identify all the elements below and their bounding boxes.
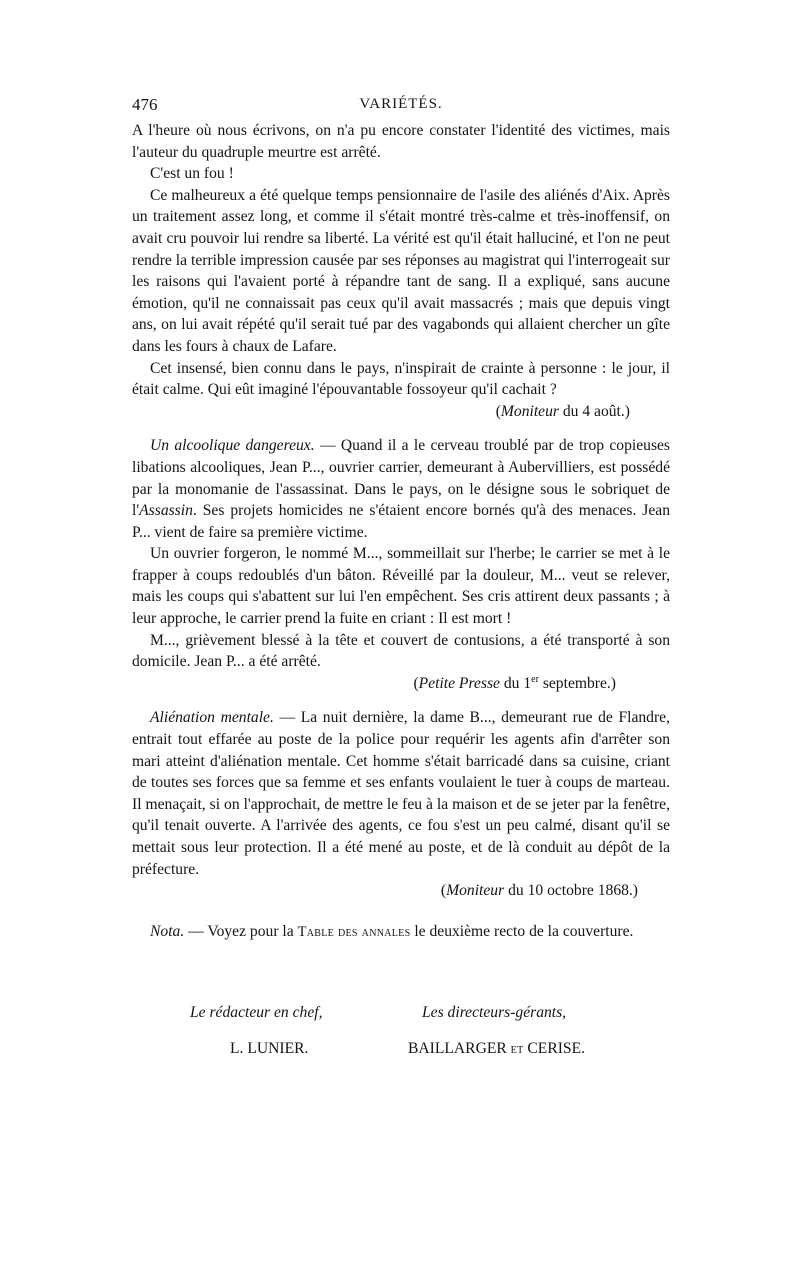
nota-label: Nota.	[150, 922, 185, 940]
article-lafare	[132, 120, 670, 422]
nota	[132, 921, 670, 944]
signature-names	[190, 1040, 620, 1076]
citation-date: du 4 août.)	[562, 402, 630, 420]
conjunction: et	[510, 1041, 524, 1057]
paragraph-text: . Ses projets homicides ne s'étaient encore bornés qu'à des menaces. Jean P... vient de faire sa première victime.	[132, 502, 670, 541]
director-1: BAILLARGER	[408, 1040, 507, 1057]
paragraph-text: — Voyez pour la	[184, 922, 298, 940]
paragraph: C'est un fou !	[150, 165, 234, 183]
article-alienation	[132, 707, 670, 901]
paragraph-text: le deuxième recto de la couverture.	[410, 922, 634, 940]
page	[132, 92, 670, 943]
signatures	[190, 1004, 620, 1076]
article-title: Aliénation mentale.	[150, 709, 274, 727]
citation-date: septembre.)	[538, 674, 616, 692]
directors-title: Les directeurs-gérants,	[422, 1004, 567, 1021]
nickname: Assassin	[139, 502, 193, 520]
paragraph: Ce malheureux a été quelque temps pensionnaire de l'asile des aliénés d'Aix. Après un traitement assez long, et comme il s'était montré très-calme et très-inoffensif, on avait cru pouvoir lui rendre sa liberté. La vérité est qu'il était halluciné, et l'on ne peut rendre la terrible impression causée par ses réponses au magistrat qui l'interrogeait sur les raisons qui l'avaient porté à répandre tant de sang. Il a expliqué, sans aucune émotion, qu'il ne connaissait pas ceux qu'il avait massacrés ; mais que depuis vingt ans, on lui avait répété qu'il serait tué par des vagabonds qui allaient chercher un gîte dans les fours à chaux de Lafare.	[132, 186, 670, 355]
citation: (Petite Presse du 1er septembre.)	[413, 673, 616, 692]
editor-name: L. LUNIER.	[230, 1040, 309, 1057]
paragraph-text: Cet insensé, bien connu dans le pays, n'inspirait de crainte à personne : le jour, il était calme. Qui eût imaginé l'épouvantable fossoyeur qu'il cachait ?	[132, 359, 670, 399]
paragraph: A l'heure où nous écrivons, on n'a pu encore constater l'identité des victimes, mais l'auteur du quadruple meurtre est arrêté.	[132, 122, 670, 161]
article-alcoolique	[132, 435, 670, 694]
paragraph: M..., grièvement blessé à la tête et couvert de contusions, a été transporté à son domicile. Jean P... a été arrêté.	[132, 631, 670, 671]
paragraph-text: — La nuit dernière, la dame B..., demeurant rue de Flandre, entrait tout effarée au poste de la police pour requérir les agents afin d'arrêter son mari atteint d'aliénation mentale. Cet homme s'était barricadé dans sa cuisine, criant de toutes ses forces que sa femme et ses enfants voulaient le tuer à coups de marteau. Il menaçait, si on l'approchait, de mettre le feu à la maison et de se jeter par la fenêtre, qu'il tenait ouverte. A l'arrivée des agents, ce fou s'est un peu calmé, disant qu'il se mettait sous leur protection. Il a été mené au poste, et de là conduit au dépôt de la préfecture.	[132, 709, 670, 878]
citation: (Moniteur du 10 octobre 1868.)	[440, 882, 638, 900]
paragraph-text: — Quand il a le cerveau troublé par de trop copieuses libations alcooliques, Jean P..., ouvrier carrier, demeurant à Aubervilliers, est possédé par la monomanie de l'assassinat. Dans le pays, on le désigne sous le sobriquet de l'	[132, 437, 670, 520]
director-2: CERISE.	[527, 1040, 586, 1057]
paragraph	[132, 358, 670, 401]
paragraph: Un ouvrier forgeron, le nommé M..., sommeillait sur l'herbe; le carrier se met à le frapper à coups redoublés d'un bâton. Réveillé par la douleur, M... veut se relever, mais les coups qui s'abattent sur lui l'en empêchent. Ses cris attirent deux passants ; à leur approche, le carrier prend la fuite en criant : Il est mort !	[132, 545, 670, 628]
paragraph	[132, 435, 670, 543]
spacer	[132, 902, 670, 915]
citation-date: du 1	[503, 674, 532, 692]
directors-name	[408, 1040, 585, 1058]
citation-source: Moniteur	[500, 402, 559, 420]
spacer	[132, 694, 670, 707]
paragraph	[132, 707, 670, 880]
running-head: VARIÉTÉS.	[359, 96, 443, 112]
citation-date: du 10 octobre 1868.)	[508, 882, 638, 900]
article-title: Un alcoolique dangereux.	[150, 437, 315, 455]
page-number: 476	[132, 95, 158, 114]
spacer	[132, 422, 670, 435]
signature-titles	[190, 1004, 620, 1040]
table-label: Table des annales	[297, 923, 411, 940]
citation: (Moniteur du 4 août.)	[495, 402, 630, 420]
editor-title: Le rédacteur en chef,	[190, 1004, 323, 1021]
superscript: er	[531, 673, 539, 685]
page-header	[132, 92, 670, 120]
citation-source: Petite Presse	[418, 674, 500, 692]
paragraph	[132, 921, 670, 944]
citation-source: Moniteur	[446, 882, 505, 900]
